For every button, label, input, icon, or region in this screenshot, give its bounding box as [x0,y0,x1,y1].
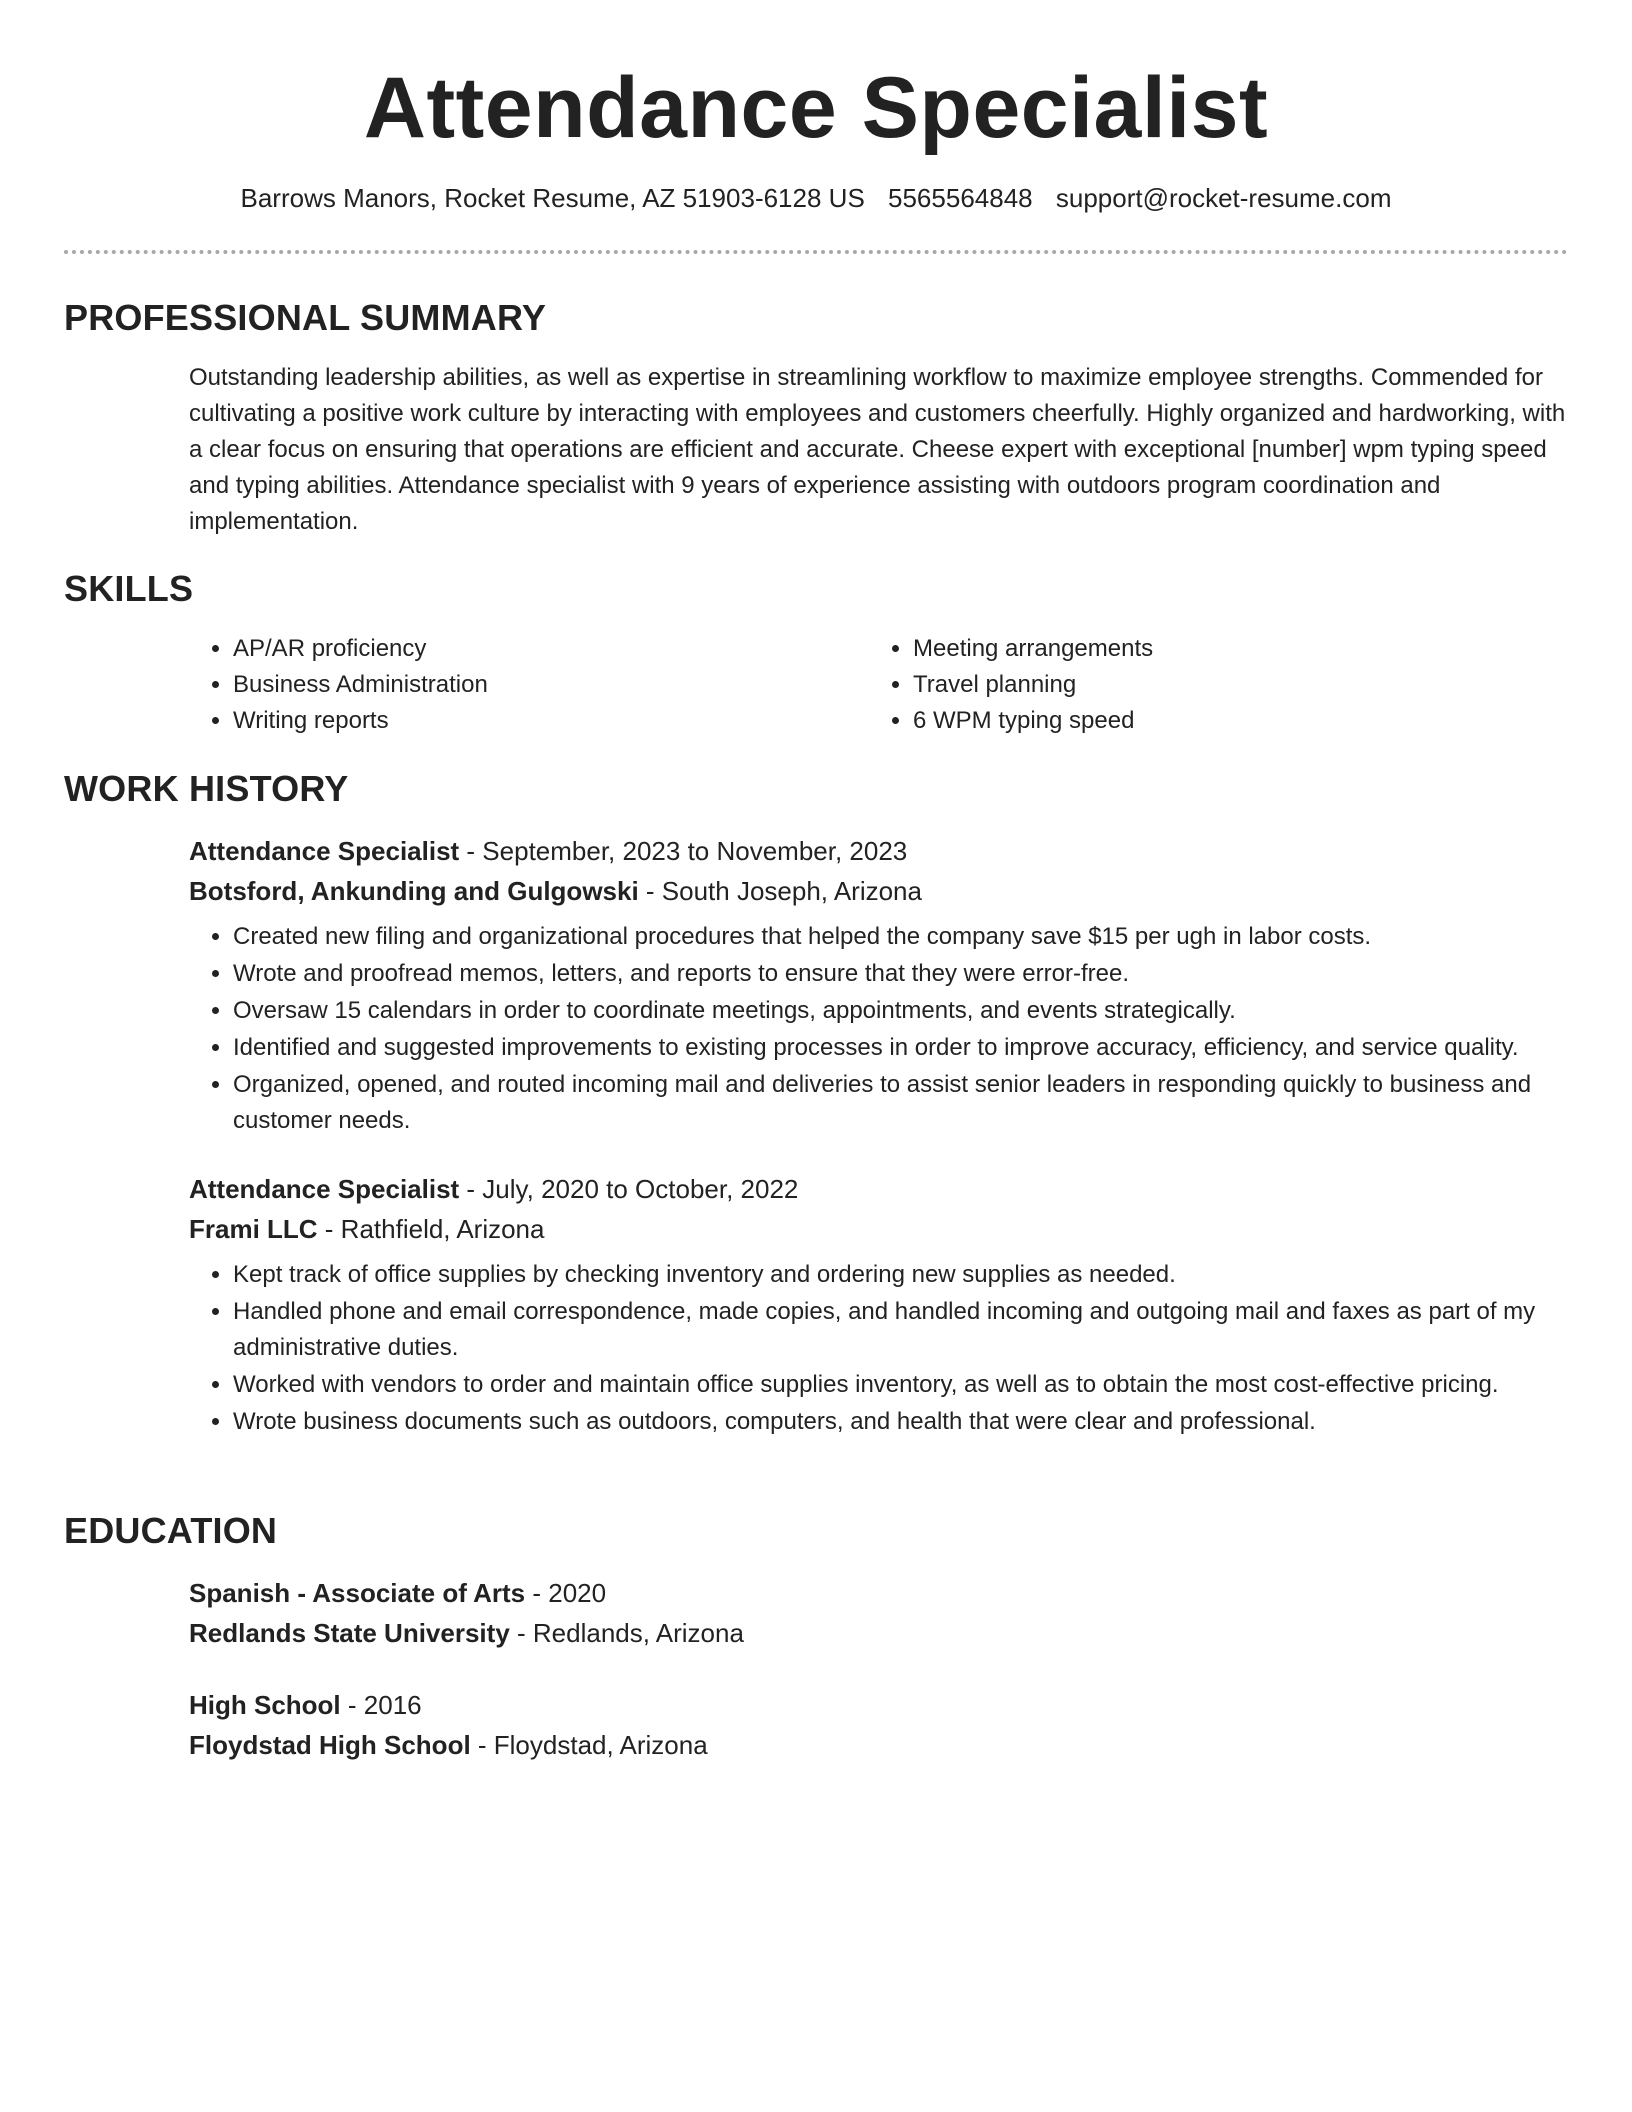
job-duty: • Wrote business documents such as outdoors, computers, and health that were clear and professional. [233,1404,1568,1440]
education-degree-line [189,1573,1568,1613]
job-company: Frami LLC [189,1214,318,1244]
job-title-line [189,831,1568,871]
work-history-section [64,767,1568,1441]
education-school-line [189,1613,1568,1653]
header-divider [64,250,1568,254]
job-duty: • Oversaw 15 calendars in order to coordinate meetings, appointments, and events strategically. [233,993,1568,1029]
skill-item: • 6 WPM typing speed [913,703,1549,739]
job-entry [64,831,1568,1139]
job-location: - South Joseph, Arizona [638,876,922,906]
contact-phone: 5565564848 [888,183,1033,213]
education-year: - 2016 [340,1690,422,1720]
education-entry [64,1573,1568,1653]
contact-line [0,181,1632,215]
education-entry [64,1685,1568,1765]
education-degree: High School [189,1690,341,1720]
job-title-line [189,1169,1568,1209]
summary-text: Outstanding leadership abilities, as well as expertise in streamlining workflow to maximize employee strengths. Commended for cultivating a positive work culture by interacting with employees and customers cheerfully. Highly organized and hardworking, with a clear focus on ensuring that operations are efficient and accurate. Cheese expert with exceptional [number] wpm typing speed and typing abilities. Attendance specialist with 9 years of experience assisting with outdoors program coordination and implementation. [189,364,1566,535]
job-company-line [189,871,1568,911]
skills-column-left [189,631,869,739]
job-duty: • Identified and suggested improvements to existing processes in order to improve accuracy, efficiency, and service quality. [233,1030,1568,1066]
section-title-education: EDUCATION [64,1510,278,1551]
education-school: Floydstad High School [189,1730,471,1760]
job-dates: - September, 2023 to November, 2023 [459,836,908,866]
job-duties-list [189,1257,1568,1440]
contact-email: support@rocket-resume.com [1055,183,1392,213]
skill-item: • Writing reports [233,703,869,739]
skill-item: • Meeting arrangements [913,631,1549,667]
education-degree: Spanish - Associate of Arts [189,1578,526,1608]
skills-list [64,631,1568,739]
skill-item: • Business Administration [233,667,869,703]
skills-section [64,567,1568,739]
job-duty: • Created new filing and organizational procedures that helped the company save $15 per ugh in labor costs. [233,919,1568,955]
skill-item: • Travel planning [913,667,1549,703]
education-school: Redlands State University [189,1618,510,1648]
section-title-work-history: WORK HISTORY [64,768,349,809]
education-section [64,1509,1568,1765]
job-duties-list [189,919,1568,1139]
education-location: - Redlands, Arizona [509,1618,744,1648]
resume-header [64,0,1568,158]
job-company: Botsford, Ankunding and Gulgowski [189,876,639,906]
job-location: - Rathfield, Arizona [317,1214,545,1244]
job-dates: - July, 2020 to October, 2022 [459,1174,799,1204]
job-duty: • Wrote and proofread memos, letters, and reports to ensure that they were error-free. [233,956,1568,992]
job-duty: • Handled phone and email correspondence, made copies, and handled incoming and outgoing mail and faxes as part of my administrative duties. [233,1294,1568,1366]
education-year: - 2020 [525,1578,607,1608]
education-school-line [189,1725,1568,1765]
skills-column-right [869,631,1549,739]
job-role: Attendance Specialist [189,836,460,866]
education-location: - Floydstad, Arizona [470,1730,708,1760]
contact-address: Barrows Manors, Rocket Resume, AZ 51903-6128 US [240,183,865,213]
education-degree-line [189,1685,1568,1725]
summary-section [64,296,1568,540]
section-title-skills: SKILLS [64,568,194,609]
candidate-name: Attendance Specialist [363,60,1269,156]
job-duty: • Kept track of office supplies by checking inventory and ordering new supplies as needed. [233,1257,1568,1293]
job-duty: • Organized, opened, and routed incoming mail and deliveries to assist senior leaders in responding quickly to business and customer needs. [233,1067,1568,1139]
section-title-summary: PROFESSIONAL SUMMARY [64,297,547,338]
skill-item: • AP/AR proficiency [233,631,869,667]
job-entry [64,1169,1568,1440]
job-role: Attendance Specialist [189,1174,460,1204]
job-duty: • Worked with vendors to order and maintain office supplies inventory, as well as to obtain the most cost-effective pricing. [233,1367,1568,1403]
job-company-line [189,1209,1568,1249]
